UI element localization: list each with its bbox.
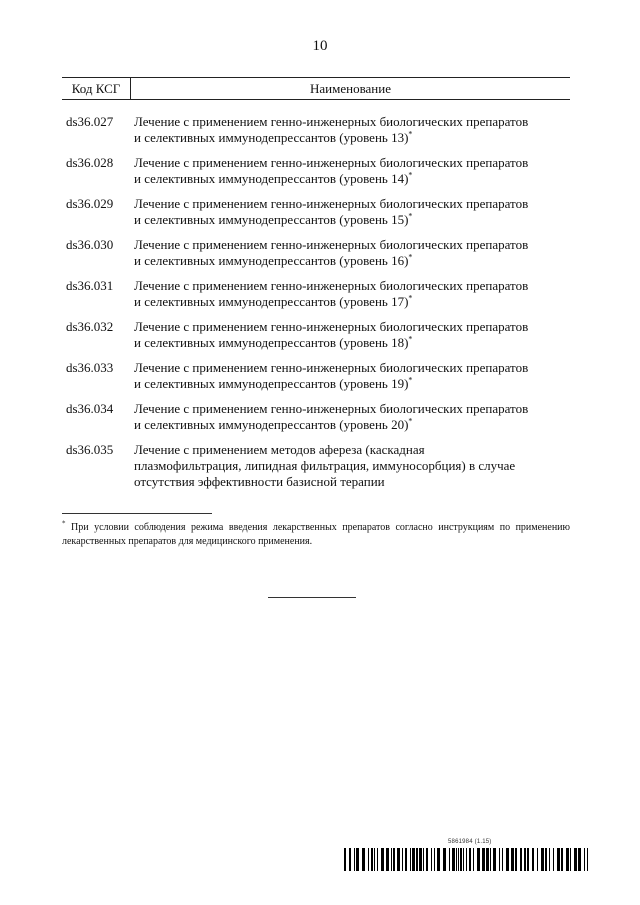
row-code: ds36.030 — [66, 237, 114, 252]
footnote-marker: * — [408, 170, 413, 180]
row-name-line: отсутствия эффективности базисной терапии — [134, 474, 385, 489]
table-row — [62, 319, 570, 360]
footnote-text: При условии соблюдения режима введения лекарственных препаратов согласно инструкциям по применению лекарственных препаратов для медицинского применения. — [62, 522, 571, 547]
row-code: ds36.031 — [66, 278, 114, 293]
footnote-marker: * — [408, 375, 413, 385]
row-code: ds36.032 — [66, 319, 114, 334]
end-of-document-rule — [268, 597, 356, 598]
row-name-line: Лечение с применением генно-инженерных биологических препаратов — [134, 196, 529, 211]
table-row — [62, 114, 570, 155]
row-name — [134, 114, 570, 146]
row-code: ds36.034 — [66, 401, 114, 416]
row-name-line: и селективных иммунодепрессантов (уровень 13)* — [134, 129, 413, 145]
row-name — [134, 319, 570, 351]
footnote-marker: * — [408, 293, 413, 303]
row-name — [134, 237, 570, 269]
row-code: ds36.035 — [66, 442, 114, 457]
row-name-line: и селективных иммунодепрессантов (уровень 14)* — [134, 170, 413, 186]
table-body — [62, 114, 570, 502]
row-name — [134, 442, 570, 490]
footnote — [62, 521, 570, 549]
row-name-line: и селективных иммунодепрессантов (уровень 15)* — [134, 211, 413, 227]
table-row — [62, 278, 570, 319]
table-row — [62, 401, 570, 442]
row-name-line: и селективных иммунодепрессантов (уровень 19)* — [134, 375, 413, 391]
table-row — [62, 442, 570, 502]
footnote-marker: * — [408, 211, 413, 221]
row-code: ds36.033 — [66, 360, 114, 375]
row-name-line: плазмофильтрация, липидная фильтрация, иммуносорбция) в случае — [134, 458, 516, 473]
row-name — [134, 360, 570, 392]
table-row — [62, 237, 570, 278]
row-name-line: Лечение с применением генно-инженерных биологических препаратов — [134, 360, 529, 375]
page-number: 10 — [312, 38, 328, 54]
footnote-marker: * — [62, 519, 66, 528]
row-name-line: Лечение с применением генно-инженерных биологических препаратов — [134, 237, 529, 252]
row-name-line: и селективных иммунодепрессантов (уровень 16)* — [134, 252, 413, 268]
footnote-marker: * — [408, 416, 413, 426]
row-name-line: Лечение с применением генно-инженерных биологических препаратов — [134, 319, 529, 334]
row-name-line: Лечение с применением генно-инженерных биологических препаратов — [134, 401, 529, 416]
footnote-marker: * — [408, 252, 413, 262]
row-name — [134, 401, 570, 433]
row-code: ds36.029 — [66, 196, 114, 211]
row-name-line: и селективных иммунодепрессантов (уровень 17)* — [134, 293, 413, 309]
row-name — [134, 278, 570, 310]
row-name-line: Лечение с применением методов афереза (каскадная — [134, 442, 425, 457]
barcode-label: 5861984 (1.15) — [448, 839, 492, 845]
footnote-marker: * — [408, 334, 413, 344]
row-name-line: Лечение с применением генно-инженерных биологических препаратов — [134, 278, 529, 293]
row-name-line: и селективных иммунодепрессантов (уровень 20)* — [134, 416, 413, 432]
row-name-line: и селективных иммунодепрессантов (уровень 18)* — [134, 334, 413, 350]
footnote-separator — [62, 513, 212, 514]
header-name: Наименование — [310, 81, 391, 96]
row-code: ds36.027 — [66, 114, 114, 129]
barcode-image — [344, 848, 588, 871]
table-row — [62, 360, 570, 401]
table-row — [62, 155, 570, 196]
row-code: ds36.028 — [66, 155, 114, 170]
row-name-line: Лечение с применением генно-инженерных биологических препаратов — [134, 155, 529, 170]
footnote-marker: * — [408, 129, 413, 139]
header-code: Код КСГ — [62, 78, 131, 99]
row-name — [134, 155, 570, 187]
row-name — [134, 196, 570, 228]
row-name-line: Лечение с применением генно-инженерных биологических препаратов — [134, 114, 529, 129]
table-header — [62, 77, 570, 100]
table-row — [62, 196, 570, 237]
